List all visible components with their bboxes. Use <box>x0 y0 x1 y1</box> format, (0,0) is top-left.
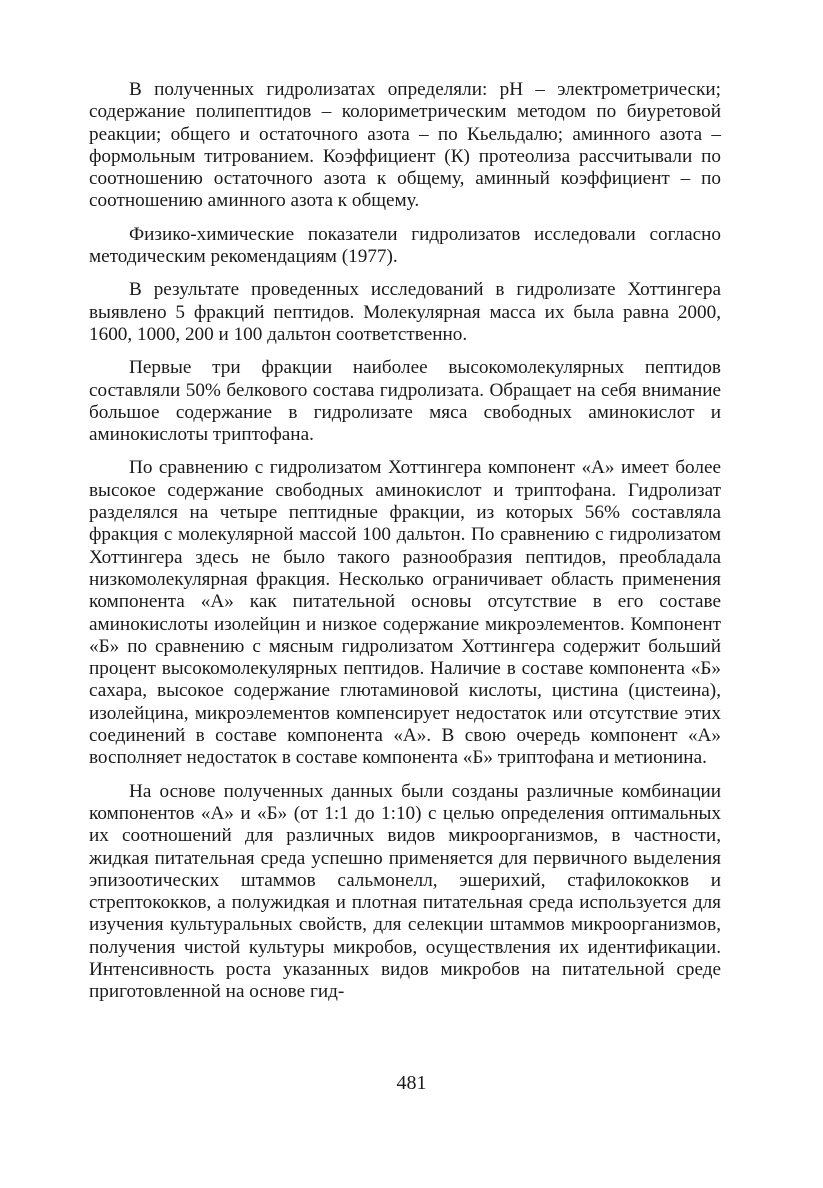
paragraph-hottinger-fractions: В результате проведенных исследований в гидролизате Хоттингера выявлено 5 фракций пептидов. Молекулярная масса их была равна 2000, 1600, 1000, 200 и 100 дальтон соответственно. <box>89 279 721 345</box>
paragraph-combinations: На основе полученных данных были созданы различные комбинации компонентов «А» и «Б» (от 1:1 до 1:10) с целью определения оптимальных их соотношений для различных видов микроорганизмов, в частности, жидкая питательная среда успешно применяется для первичного выделения эпизоотических штаммов сальмонелл, эшерихий, стафилококков и стрептококков, а полужидкая и плотная питательная среда используется для изучения культуральных свойств, для селекции штаммов микроорганизмов, получения чистой культуры микробов, осуществления их идентификации. Интенсивность роста указанных видов микробов на питательной среде приготовленной на основе гид- <box>89 780 721 1003</box>
paragraph-high-molecular: Первые три фракции наиболее высокомолекулярных пептидов составляли 50% белкового состава гидролизата. Обращает на себя внимание большое содержание в гидролизате мяса свободных аминокислот и аминокислоты триптофана. <box>89 357 721 446</box>
document-body <box>89 79 721 1004</box>
paragraph-physchem: Физико-химические показатели гидролизатов исследовали согласно методическим рекомендациям (1977). <box>89 223 721 268</box>
paragraph-component-comparison: По сравнению с гидролизатом Хоттингера компонент «А» имеет более высокое содержание свободных аминокислот и триптофана. Гидролизат разделялся на четыре пептидные фракции, из которых 56% составляла фракция с молекулярной массой 100 дальтон. По сравнению с гидролизатом Хоттингера здесь не было такого разнообразия пептидов, преобладала низкомолекулярная фракция. Несколько ограничивает область применения компонента «А» как питательной основы отсутствие в его составе аминокислоты изолейцин и низкое содержание микроэлементов. Компонент «Б» по сравнению с мясным гидролизатом Хоттингера содержит больший процент высокомолекулярных пептидов. Наличие в составе компонента «Б» сахара, высокое содержание глютаминовой кислоты, цистина (цистеина), изолейцина, микроэлементов компенсирует недостаток или отсутствие этих соединений в составе компонента «А». В свою очередь компонент «А» восполняет недостаток в составе компонента «Б» триптофана и метионина. <box>89 457 721 769</box>
page-number: 481 <box>396 1072 427 1094</box>
paragraph-methods: В полученных гидролизатах определяли: pH – электрометрически; содержание полипептидов – колориметрическим методом по биуретовой реакции; общего и остаточного азота – по Кьельдалю; аминного азота – формольным титрованием. Коэффициент (К) протеолиза рассчитывали по соотношению остаточного азота к общему, аминный коэффициент – по соотношению аминного азота к общему. <box>89 79 721 212</box>
